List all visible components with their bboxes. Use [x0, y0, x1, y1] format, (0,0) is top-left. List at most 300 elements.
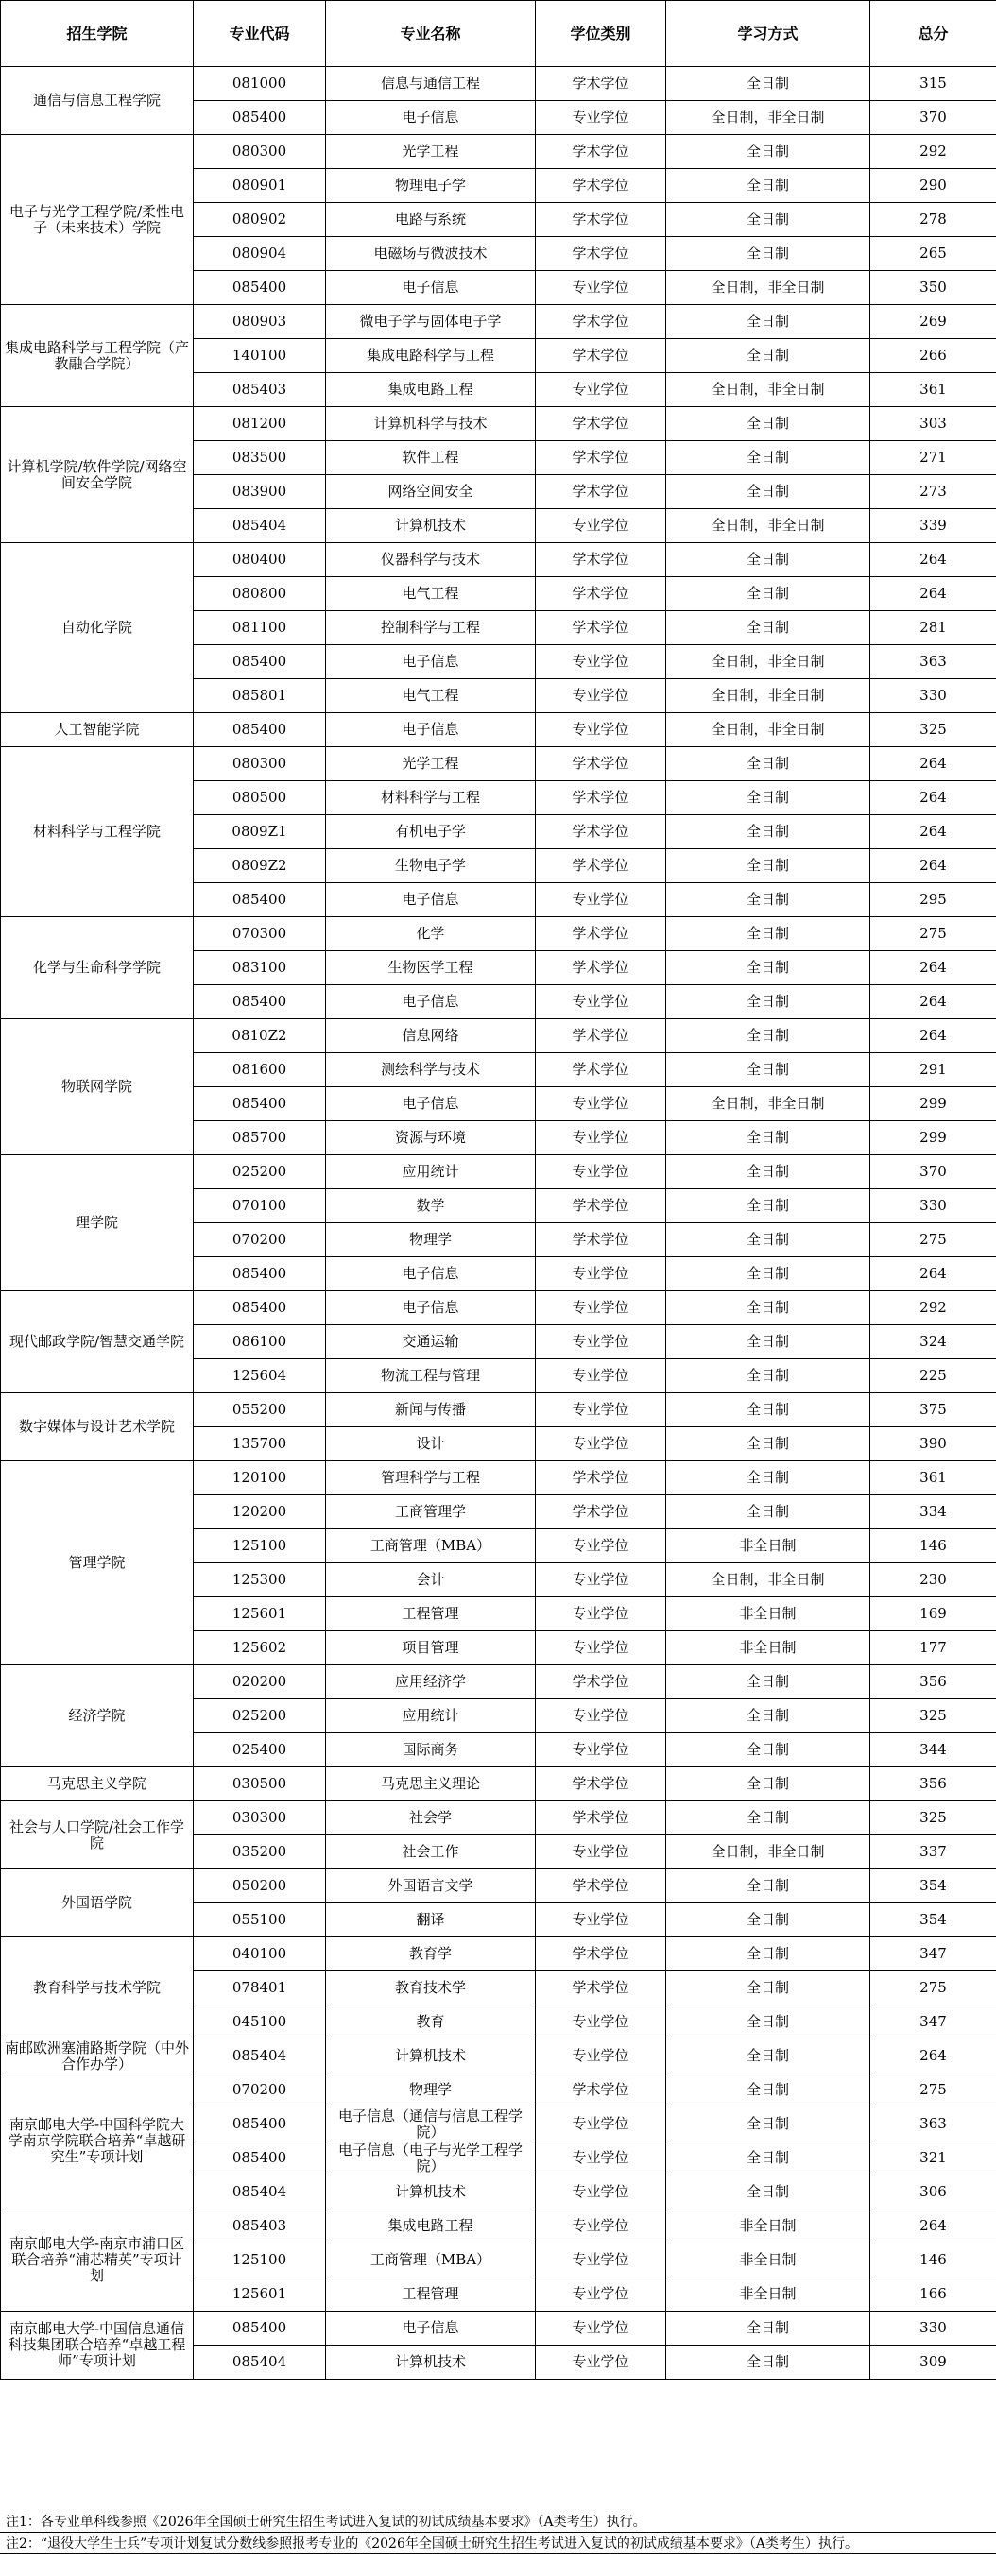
- major-code-cell: 125100: [194, 2243, 326, 2277]
- total-score-cell: 264: [870, 951, 996, 985]
- major-name-cell: 电子信息（电子与光学工程学院）: [326, 2141, 536, 2175]
- degree-type-cell: 学术学位: [536, 917, 666, 951]
- major-name-cell: 电子信息: [326, 101, 536, 135]
- college-cell: 人工智能学院: [1, 713, 194, 747]
- degree-type-cell: 专业学位: [536, 2277, 666, 2312]
- major-code-cell: 025400: [194, 1733, 326, 1767]
- major-code-cell: 081000: [194, 67, 326, 101]
- major-code-cell: 080300: [194, 747, 326, 781]
- degree-type-cell: 学术学位: [536, 1495, 666, 1529]
- study-mode-cell: 全日制: [666, 1393, 870, 1427]
- college-cell: 化学与生命科学学院: [1, 917, 194, 1019]
- total-score-cell: 299: [870, 1121, 996, 1155]
- table-row: [1, 1767, 996, 1801]
- study-mode-cell: 全日制: [666, 815, 870, 849]
- degree-type-cell: 专业学位: [536, 1393, 666, 1427]
- total-score-cell: 264: [870, 781, 996, 815]
- note-2: 注2：“退役大学生士兵”专项计划复试分数线参照报考专业的《2026年全国硕士研究生招生考试进入复试的初试成绩基本要求》（A类考生）执行。: [0, 2533, 996, 2554]
- total-score-cell: 273: [870, 475, 996, 509]
- study-mode-cell: 全日制: [666, 1189, 870, 1223]
- major-name-cell: 物理学: [326, 2073, 536, 2107]
- total-score-cell: 292: [870, 1291, 996, 1325]
- study-mode-cell: 全日制，非全日制: [666, 1087, 870, 1121]
- major-name-cell: 新闻与传播: [326, 1393, 536, 1427]
- major-name-cell: 集成电路工程: [326, 2209, 536, 2243]
- total-score-cell: 275: [870, 1223, 996, 1257]
- total-score-cell: 230: [870, 1563, 996, 1597]
- study-mode-cell: 全日制: [666, 1937, 870, 1971]
- study-mode-cell: 全日制: [666, 407, 870, 441]
- study-mode-cell: 全日制: [666, 305, 870, 339]
- study-mode-cell: 全日制: [666, 2346, 870, 2380]
- total-score-cell: 361: [870, 1461, 996, 1495]
- major-code-cell: 125100: [194, 1529, 326, 1563]
- major-code-cell: 080904: [194, 237, 326, 271]
- total-score-cell: 330: [870, 1189, 996, 1223]
- major-code-cell: 125601: [194, 1597, 326, 1631]
- major-name-cell: 设计: [326, 1427, 536, 1461]
- degree-type-cell: 专业学位: [536, 2175, 666, 2209]
- total-score-cell: 146: [870, 2243, 996, 2277]
- degree-type-cell: 学术学位: [536, 135, 666, 169]
- total-score-cell: 354: [870, 1869, 996, 1903]
- study-mode-cell: 全日制: [666, 1869, 870, 1903]
- major-name-cell: 社会工作: [326, 1835, 536, 1869]
- major-code-cell: 085400: [194, 271, 326, 305]
- major-code-cell: 085700: [194, 1121, 326, 1155]
- study-mode-cell: 全日制: [666, 237, 870, 271]
- major-name-cell: 工商管理学: [326, 1495, 536, 1529]
- study-mode-cell: 全日制: [666, 1155, 870, 1189]
- study-mode-cell: 全日制，非全日制: [666, 101, 870, 135]
- degree-type-cell: 专业学位: [536, 1529, 666, 1563]
- degree-type-cell: 学术学位: [536, 407, 666, 441]
- major-name-cell: 测绘科学与技术: [326, 1053, 536, 1087]
- degree-type-cell: 专业学位: [536, 1699, 666, 1733]
- header-major-name: 专业名称: [326, 1, 536, 67]
- degree-type-cell: 专业学位: [536, 2039, 666, 2073]
- total-score-cell: 225: [870, 1359, 996, 1393]
- total-score-cell: 275: [870, 2073, 996, 2107]
- total-score-cell: 321: [870, 2141, 996, 2175]
- total-score-cell: 375: [870, 1393, 996, 1427]
- table-row: [1, 305, 996, 339]
- total-score-cell: 281: [870, 611, 996, 645]
- major-code-cell: 070300: [194, 917, 326, 951]
- major-name-cell: 项目管理: [326, 1631, 536, 1665]
- degree-type-cell: 学术学位: [536, 339, 666, 373]
- total-score-cell: 264: [870, 849, 996, 883]
- total-score-cell: 264: [870, 2039, 996, 2073]
- table-row: [1, 747, 996, 781]
- major-name-cell: 电子信息: [326, 713, 536, 747]
- study-mode-cell: 全日制: [666, 917, 870, 951]
- degree-type-cell: 专业学位: [536, 713, 666, 747]
- study-mode-cell: 全日制: [666, 475, 870, 509]
- major-name-cell: 生物电子学: [326, 849, 536, 883]
- study-mode-cell: 全日制: [666, 339, 870, 373]
- major-code-cell: 085801: [194, 679, 326, 713]
- degree-type-cell: 学术学位: [536, 2073, 666, 2107]
- college-cell: 南京邮电大学-中国信息通信科技集团联合培养“卓越工程师”专项计划: [1, 2312, 194, 2380]
- degree-type-cell: 学术学位: [536, 849, 666, 883]
- total-score-cell: 315: [870, 67, 996, 101]
- major-code-cell: 078401: [194, 1971, 326, 2005]
- major-name-cell: 材料科学与工程: [326, 781, 536, 815]
- total-score-cell: 363: [870, 645, 996, 679]
- notes: [0, 2511, 996, 2554]
- major-code-cell: 080901: [194, 169, 326, 203]
- degree-type-cell: 学术学位: [536, 1937, 666, 1971]
- total-score-cell: 356: [870, 1665, 996, 1699]
- degree-type-cell: 专业学位: [536, 1121, 666, 1155]
- degree-type-cell: 学术学位: [536, 543, 666, 577]
- major-name-cell: 会计: [326, 1563, 536, 1597]
- study-mode-cell: 全日制: [666, 849, 870, 883]
- degree-type-cell: 专业学位: [536, 1155, 666, 1189]
- college-cell: 南京邮电大学-南京市浦口区联合培养“浦芯精英”专项计划: [1, 2209, 194, 2312]
- table-row: [1, 713, 996, 747]
- degree-type-cell: 学术学位: [536, 1223, 666, 1257]
- table-row: [1, 1665, 996, 1699]
- major-name-cell: 国际商务: [326, 1733, 536, 1767]
- major-name-cell: 物流工程与管理: [326, 1359, 536, 1393]
- major-name-cell: 马克思主义理论: [326, 1767, 536, 1801]
- college-cell: 南京邮电大学-中国科学院大学南京学院联合培养“卓越研究生”专项计划: [1, 2073, 194, 2209]
- total-score-cell: 303: [870, 407, 996, 441]
- study-mode-cell: 全日制，非全日制: [666, 713, 870, 747]
- college-cell: 物联网学院: [1, 1019, 194, 1155]
- college-cell: 计算机学院/软件学院/网络空间安全学院: [1, 407, 194, 543]
- study-mode-cell: 全日制: [666, 441, 870, 475]
- study-mode-cell: 全日制: [666, 611, 870, 645]
- major-code-cell: 120200: [194, 1495, 326, 1529]
- major-code-cell: 055100: [194, 1903, 326, 1937]
- total-score-cell: 344: [870, 1733, 996, 1767]
- degree-type-cell: 学术学位: [536, 1801, 666, 1835]
- major-code-cell: 086100: [194, 1325, 326, 1359]
- major-name-cell: 教育技术学: [326, 1971, 536, 2005]
- major-code-cell: 0810Z2: [194, 1019, 326, 1053]
- major-name-cell: 仪器科学与技术: [326, 543, 536, 577]
- total-score-cell: 292: [870, 135, 996, 169]
- study-mode-cell: 全日制: [666, 1359, 870, 1393]
- degree-type-cell: 专业学位: [536, 1427, 666, 1461]
- study-mode-cell: 全日制，非全日制: [666, 679, 870, 713]
- major-name-cell: 电路与系统: [326, 203, 536, 237]
- college-cell: 材料科学与工程学院: [1, 747, 194, 917]
- degree-type-cell: 学术学位: [536, 1767, 666, 1801]
- total-score-cell: 370: [870, 101, 996, 135]
- study-mode-cell: 全日制: [666, 1733, 870, 1767]
- major-name-cell: 集成电路科学与工程: [326, 339, 536, 373]
- major-code-cell: 081100: [194, 611, 326, 645]
- degree-type-cell: 专业学位: [536, 101, 666, 135]
- total-score-cell: 325: [870, 1801, 996, 1835]
- degree-type-cell: 专业学位: [536, 883, 666, 917]
- table-body: [1, 67, 996, 2380]
- table-row: [1, 543, 996, 577]
- study-mode-cell: 全日制，非全日制: [666, 271, 870, 305]
- college-cell: 理学院: [1, 1155, 194, 1291]
- degree-type-cell: 专业学位: [536, 2107, 666, 2141]
- total-score-cell: 264: [870, 747, 996, 781]
- total-score-cell: 291: [870, 1053, 996, 1087]
- study-mode-cell: 非全日制: [666, 1597, 870, 1631]
- study-mode-cell: 非全日制: [666, 1631, 870, 1665]
- major-code-cell: 025200: [194, 1155, 326, 1189]
- total-score-cell: 278: [870, 203, 996, 237]
- study-mode-cell: 全日制: [666, 781, 870, 815]
- major-name-cell: 电子信息: [326, 1257, 536, 1291]
- total-score-cell: 370: [870, 1155, 996, 1189]
- college-cell: 经济学院: [1, 1665, 194, 1767]
- degree-type-cell: 专业学位: [536, 2312, 666, 2346]
- major-code-cell: 120100: [194, 1461, 326, 1495]
- major-code-cell: 030300: [194, 1801, 326, 1835]
- study-mode-cell: 全日制: [666, 1291, 870, 1325]
- study-mode-cell: 全日制: [666, 985, 870, 1019]
- degree-type-cell: 学术学位: [536, 1019, 666, 1053]
- total-score-cell: 306: [870, 2175, 996, 2209]
- total-score-cell: 275: [870, 917, 996, 951]
- degree-type-cell: 学术学位: [536, 815, 666, 849]
- major-code-cell: 080400: [194, 543, 326, 577]
- major-name-cell: 微电子学与固体电子学: [326, 305, 536, 339]
- total-score-cell: 339: [870, 509, 996, 543]
- total-score-cell: 354: [870, 1903, 996, 1937]
- major-name-cell: 应用统计: [326, 1699, 536, 1733]
- study-mode-cell: 全日制: [666, 2005, 870, 2039]
- major-code-cell: 080902: [194, 203, 326, 237]
- major-name-cell: 电子信息（通信与信息工程学院）: [326, 2107, 536, 2141]
- major-code-cell: 070100: [194, 1189, 326, 1223]
- total-score-cell: 325: [870, 1699, 996, 1733]
- major-code-cell: 080800: [194, 577, 326, 611]
- study-mode-cell: 全日制: [666, 543, 870, 577]
- major-code-cell: 045100: [194, 2005, 326, 2039]
- degree-type-cell: 专业学位: [536, 2141, 666, 2175]
- major-name-cell: 物理电子学: [326, 169, 536, 203]
- table-row: [1, 1801, 996, 1835]
- degree-type-cell: 学术学位: [536, 475, 666, 509]
- major-name-cell: 工程管理: [326, 1597, 536, 1631]
- major-code-cell: 125602: [194, 1631, 326, 1665]
- major-code-cell: 0809Z1: [194, 815, 326, 849]
- major-name-cell: 计算机技术: [326, 2346, 536, 2380]
- college-cell: 电子与光学工程学院/柔性电子（未来技术）学院: [1, 135, 194, 305]
- major-name-cell: 生物医学工程: [326, 951, 536, 985]
- total-score-cell: 350: [870, 271, 996, 305]
- major-code-cell: 035200: [194, 1835, 326, 1869]
- degree-type-cell: 学术学位: [536, 1461, 666, 1495]
- table-row: [1, 1019, 996, 1053]
- college-cell: 数字媒体与设计艺术学院: [1, 1393, 194, 1461]
- note-1: 注1：各专业单科线参照《2026年全国硕士研究生招生考试进入复试的初试成绩基本要求》（A类考生）执行。: [0, 2511, 996, 2533]
- major-code-cell: 085400: [194, 1257, 326, 1291]
- degree-type-cell: 专业学位: [536, 645, 666, 679]
- major-code-cell: 085400: [194, 713, 326, 747]
- degree-type-cell: 学术学位: [536, 67, 666, 101]
- study-mode-cell: 全日制: [666, 747, 870, 781]
- college-cell: 集成电路科学与工程学院（产教融合学院）: [1, 305, 194, 407]
- major-name-cell: 翻译: [326, 1903, 536, 1937]
- degree-type-cell: 专业学位: [536, 1597, 666, 1631]
- table-row: [1, 1461, 996, 1495]
- major-code-cell: 085404: [194, 2175, 326, 2209]
- major-code-cell: 085404: [194, 2039, 326, 2073]
- college-cell: 通信与信息工程学院: [1, 67, 194, 135]
- major-name-cell: 电气工程: [326, 679, 536, 713]
- table-row: [1, 2073, 996, 2107]
- total-score-cell: 324: [870, 1325, 996, 1359]
- table-row: [1, 67, 996, 101]
- study-mode-cell: 全日制: [666, 1121, 870, 1155]
- study-mode-cell: 全日制: [666, 2141, 870, 2175]
- total-score-cell: 356: [870, 1767, 996, 1801]
- header-degree-type: 学位类别: [536, 1, 666, 67]
- major-code-cell: 085403: [194, 2209, 326, 2243]
- table-header: [1, 1, 996, 67]
- total-score-cell: 290: [870, 169, 996, 203]
- header-total: 总分: [870, 1, 996, 67]
- major-name-cell: 应用统计: [326, 1155, 536, 1189]
- degree-type-cell: 学术学位: [536, 1971, 666, 2005]
- major-name-cell: 社会学: [326, 1801, 536, 1835]
- study-mode-cell: 全日制，非全日制: [666, 373, 870, 407]
- major-code-cell: 085404: [194, 509, 326, 543]
- total-score-cell: 264: [870, 543, 996, 577]
- degree-type-cell: 专业学位: [536, 679, 666, 713]
- total-score-cell: 264: [870, 815, 996, 849]
- total-score-cell: 330: [870, 2312, 996, 2346]
- study-mode-cell: 全日制，非全日制: [666, 509, 870, 543]
- table-row: [1, 1869, 996, 1903]
- study-mode-cell: 非全日制: [666, 2209, 870, 2243]
- degree-type-cell: 专业学位: [536, 1325, 666, 1359]
- degree-type-cell: 专业学位: [536, 2346, 666, 2380]
- major-name-cell: 外国语言文学: [326, 1869, 536, 1903]
- major-name-cell: 控制科学与工程: [326, 611, 536, 645]
- major-code-cell: 085400: [194, 2107, 326, 2141]
- degree-type-cell: 学术学位: [536, 169, 666, 203]
- major-name-cell: 电子信息: [326, 2312, 536, 2346]
- major-name-cell: 软件工程: [326, 441, 536, 475]
- study-mode-cell: 全日制: [666, 1223, 870, 1257]
- study-mode-cell: 全日制: [666, 2312, 870, 2346]
- degree-type-cell: 学术学位: [536, 441, 666, 475]
- major-code-cell: 025200: [194, 1699, 326, 1733]
- total-score-cell: 265: [870, 237, 996, 271]
- study-mode-cell: 全日制: [666, 1053, 870, 1087]
- total-score-cell: 361: [870, 373, 996, 407]
- major-code-cell: 080500: [194, 781, 326, 815]
- major-code-cell: 085400: [194, 1087, 326, 1121]
- major-name-cell: 计算机科学与技术: [326, 407, 536, 441]
- degree-type-cell: 学术学位: [536, 951, 666, 985]
- study-mode-cell: 非全日制: [666, 2243, 870, 2277]
- college-cell: 社会与人口学院/社会工作学院: [1, 1801, 194, 1869]
- major-code-cell: 081200: [194, 407, 326, 441]
- total-score-cell: 169: [870, 1597, 996, 1631]
- college-cell: 自动化学院: [1, 543, 194, 713]
- total-score-cell: 334: [870, 1495, 996, 1529]
- degree-type-cell: 专业学位: [536, 1631, 666, 1665]
- major-name-cell: 计算机技术: [326, 2039, 536, 2073]
- study-mode-cell: 非全日制: [666, 1529, 870, 1563]
- degree-type-cell: 学术学位: [536, 747, 666, 781]
- major-code-cell: 070200: [194, 1223, 326, 1257]
- table-row: [1, 2209, 996, 2243]
- study-mode-cell: 全日制，非全日制: [666, 1835, 870, 1869]
- major-code-cell: 055200: [194, 1393, 326, 1427]
- major-name-cell: 数学: [326, 1189, 536, 1223]
- degree-type-cell: 专业学位: [536, 373, 666, 407]
- degree-type-cell: 专业学位: [536, 985, 666, 1019]
- college-cell: 管理学院: [1, 1461, 194, 1665]
- degree-type-cell: 专业学位: [536, 2209, 666, 2243]
- degree-type-cell: 专业学位: [536, 1733, 666, 1767]
- major-name-cell: 电子信息: [326, 271, 536, 305]
- major-name-cell: 工程管理: [326, 2277, 536, 2312]
- study-mode-cell: 全日制: [666, 1665, 870, 1699]
- major-code-cell: 085404: [194, 2346, 326, 2380]
- total-score-cell: 264: [870, 985, 996, 1019]
- major-name-cell: 网络空间安全: [326, 475, 536, 509]
- study-mode-cell: 全日制: [666, 1971, 870, 2005]
- study-mode-cell: 全日制: [666, 1019, 870, 1053]
- major-name-cell: 光学工程: [326, 135, 536, 169]
- major-code-cell: 020200: [194, 1665, 326, 1699]
- degree-type-cell: 学术学位: [536, 305, 666, 339]
- total-score-cell: 347: [870, 2005, 996, 2039]
- study-mode-cell: 全日制: [666, 1325, 870, 1359]
- major-name-cell: 电子信息: [326, 1087, 536, 1121]
- total-score-cell: 166: [870, 2277, 996, 2312]
- major-code-cell: 050200: [194, 1869, 326, 1903]
- major-name-cell: 计算机技术: [326, 2175, 536, 2209]
- major-code-cell: 135700: [194, 1427, 326, 1461]
- major-code-cell: 085400: [194, 2312, 326, 2346]
- study-mode-cell: 全日制: [666, 2107, 870, 2141]
- major-code-cell: 080903: [194, 305, 326, 339]
- total-score-cell: 275: [870, 1971, 996, 2005]
- study-mode-cell: 全日制: [666, 1699, 870, 1733]
- study-mode-cell: 全日制: [666, 135, 870, 169]
- major-code-cell: 125300: [194, 1563, 326, 1597]
- degree-type-cell: 专业学位: [536, 509, 666, 543]
- major-name-cell: 工商管理（MBA）: [326, 2243, 536, 2277]
- major-code-cell: 081600: [194, 1053, 326, 1087]
- study-mode-cell: 全日制: [666, 1903, 870, 1937]
- table-row: [1, 1393, 996, 1427]
- major-name-cell: 电子信息: [326, 1291, 536, 1325]
- degree-type-cell: 专业学位: [536, 1257, 666, 1291]
- header-major-code: 专业代码: [194, 1, 326, 67]
- major-code-cell: 085403: [194, 373, 326, 407]
- major-code-cell: 085400: [194, 883, 326, 917]
- study-mode-cell: 全日制，非全日制: [666, 645, 870, 679]
- total-score-cell: 337: [870, 1835, 996, 1869]
- major-name-cell: 工商管理（MBA）: [326, 1529, 536, 1563]
- header-study-mode: 学习方式: [666, 1, 870, 67]
- major-name-cell: 物理学: [326, 1223, 536, 1257]
- major-code-cell: 083100: [194, 951, 326, 985]
- major-code-cell: 083900: [194, 475, 326, 509]
- major-code-cell: 125604: [194, 1359, 326, 1393]
- college-cell: 外国语学院: [1, 1869, 194, 1937]
- major-name-cell: 交通运输: [326, 1325, 536, 1359]
